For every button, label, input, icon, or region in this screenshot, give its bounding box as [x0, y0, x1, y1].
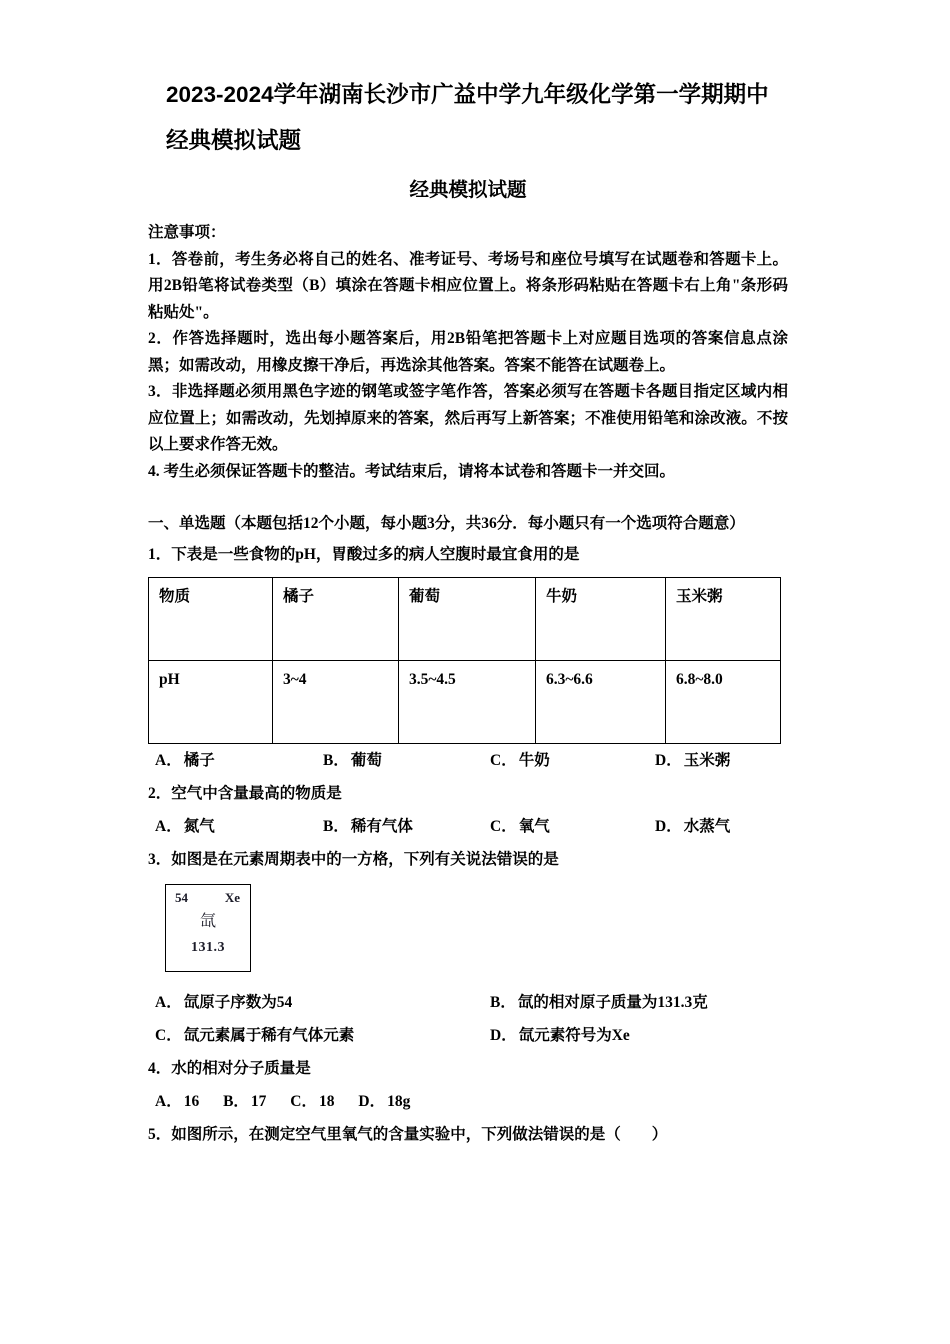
question-2-stem: 2．空气中含量最高的物质是 — [148, 784, 342, 802]
section-heading-single-choice: 一、单选题（本题包括12个小题，每小题3分，共36分．每小题只有一个选项符合题意） — [148, 515, 745, 532]
page-title-line1: 2023-2024学年湖南长沙市广益中学九年级化学第一学期期中 — [166, 82, 769, 107]
question-3-options-row-1 — [148, 986, 788, 1019]
page-title-line2: 经典模拟试题 — [166, 128, 302, 153]
page-content — [148, 72, 788, 1151]
element-atomic-mass: 131.3 — [191, 939, 225, 955]
table-cell: 玉米粥 — [666, 577, 781, 660]
option-a[interactable]: A． 16 — [155, 1092, 200, 1110]
periodic-element-cell — [165, 884, 251, 972]
option-b-text: 17 — [250, 1092, 267, 1110]
option-b[interactable]: B． 17 — [223, 1092, 267, 1110]
option-d[interactable]: D． 氙元素符号为Xe — [490, 1026, 630, 1044]
question-1-options — [148, 744, 788, 777]
notice-item-3: 3．非选择题必须用黑色字迹的钢笔或签字笔作答，答案必须写在答题卡各题目指定区域内相应位置上；如需改动，先划掉原来的答案，然后再写上新答案；不准使用铅笔和涂改液。不按以上要求作答无效。 — [148, 383, 788, 453]
question-4-stem: 4．水的相对分子质量是 — [148, 1059, 311, 1077]
option-d-text: 氙元素符号为Xe — [518, 1026, 630, 1044]
question-3-stem: 3．如图是在元素周期表中的一方格，下列有关说法错误的是 — [148, 850, 559, 868]
option-b[interactable]: B． 葡萄 — [323, 751, 382, 769]
question-4-options — [148, 1085, 788, 1118]
table-cell: 葡萄 — [399, 577, 536, 660]
option-b[interactable]: B． 稀有气体 — [323, 817, 413, 835]
option-d-text: 玉米粥 — [683, 751, 731, 769]
option-d-text: 水蒸气 — [683, 817, 731, 835]
element-top-row — [166, 890, 250, 906]
page-title — [166, 72, 788, 164]
table-cell: 物质 — [149, 577, 273, 660]
table-cell: pH — [149, 660, 273, 743]
option-b-text: 葡萄 — [350, 751, 382, 769]
option-d[interactable]: D． 18g — [358, 1092, 411, 1110]
table-cell: 牛奶 — [536, 577, 666, 660]
option-a-text: 16 — [183, 1092, 200, 1110]
option-b[interactable]: B． 氙的相对原子质量为131.3克 — [490, 993, 708, 1011]
option-d[interactable]: D． 水蒸气 — [655, 817, 731, 835]
element-name: 氙 — [199, 912, 216, 930]
table-cell: 橘子 — [273, 577, 399, 660]
question-5-stem: 5．如图所示，在测定空气里氧气的含量实验中，下列做法错误的是（ ） — [148, 1125, 668, 1143]
ph-table — [148, 577, 781, 744]
table-cell: 6.8~8.0 — [666, 660, 781, 743]
option-c-text: 氧气 — [518, 817, 550, 835]
table-cell: 3~4 — [273, 660, 399, 743]
option-c-text: 牛奶 — [518, 751, 550, 769]
option-c[interactable]: C． 氙元素属于稀有气体元素 — [155, 1026, 355, 1044]
option-d[interactable]: D． 玉米粥 — [655, 751, 731, 769]
notice-item-4: 4. 考生必须保证答题卡的整洁。考试结束后，请将本试卷和答题卡一并交回。 — [148, 462, 676, 480]
option-a-text: 氙原子序数为54 — [183, 993, 293, 1011]
option-b-text: 氙的相对原子质量为131.3克 — [517, 993, 708, 1011]
table-row — [149, 660, 781, 743]
notice-block — [148, 220, 788, 485]
spacer — [148, 972, 788, 986]
option-a[interactable]: A． 氮气 — [155, 817, 215, 835]
option-a[interactable]: A． 氙原子序数为54 — [155, 993, 293, 1011]
option-a-text: 橘子 — [183, 751, 215, 769]
notice-item-1: 1．答卷前，考生务必将自己的姓名、准考证号、考场号和座位号填写在试题卷和答题卡上。用2B铅笔将试卷类型（B）填涂在答题卡相应位置上。将条形码粘贴在答题卡右上角"条形码粘贴处"。 — [148, 250, 788, 321]
option-c-text: 氙元素属于稀有气体元素 — [183, 1026, 355, 1044]
option-a[interactable]: A． 橘子 — [155, 751, 215, 769]
option-b-text: 稀有气体 — [350, 817, 413, 835]
option-c[interactable]: C． 氧气 — [490, 817, 550, 835]
option-a-text: 氮气 — [183, 817, 215, 835]
question-3-options-row-2 — [148, 1019, 788, 1052]
table-row — [149, 577, 781, 660]
option-d-text: 18g — [387, 1092, 411, 1110]
element-symbol: Xe — [224, 889, 240, 905]
question-2-options — [148, 810, 788, 843]
option-c[interactable]: C． 18 — [290, 1092, 335, 1110]
notice-item-2: 2．作答选择题时，选出每小题答案后，用2B铅笔把答题卡上对应题目选项的答案信息点涂黑；如需改动，用橡皮擦干净后，再选涂其他答案。答案不能答在试题卷上。 — [148, 330, 788, 374]
table-cell: 3.5~4.5 — [399, 660, 536, 743]
option-c[interactable]: C． 牛奶 — [490, 751, 550, 769]
element-atomic-number: 54 — [175, 889, 188, 905]
spacer — [148, 485, 788, 511]
page-subtitle: 经典模拟试题 — [409, 179, 527, 201]
question-1-stem: 1．下表是一些食物的pH，胃酸过多的病人空腹时最宜食用的是 — [148, 545, 580, 563]
table-cell: 6.3~6.6 — [536, 660, 666, 743]
option-c-text: 18 — [319, 1092, 335, 1110]
notice-heading: 注意事项： — [148, 224, 226, 241]
